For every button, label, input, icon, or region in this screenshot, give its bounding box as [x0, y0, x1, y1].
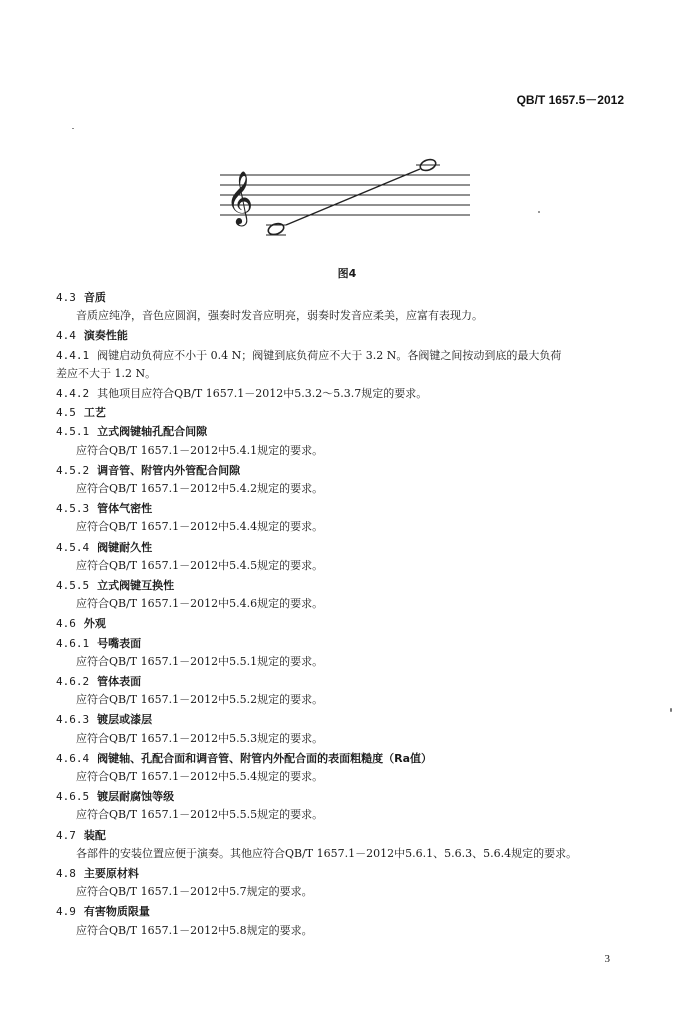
body-paragraph: 各部件的安装位置应便于演奏。其他应符合QB/T 1657.1－2012中5.6.1、5.6.3、5.6.4规定的要求。 [76, 847, 578, 860]
section-title: 号嘴表面 [97, 637, 142, 650]
section-number: 4.6.5 [56, 790, 90, 803]
section-heading [56, 636, 141, 651]
section-number: 4.4 [56, 329, 76, 342]
section-heading [56, 616, 106, 631]
svg-text:𝄞: 𝄞 [226, 170, 254, 224]
section-heading [56, 501, 152, 516]
body-paragraph: 应符合QB/T 1657.1－2012中5.5.3规定的要求。 [76, 732, 324, 745]
section-number: 4.5.1 [56, 425, 90, 438]
body-paragraph: 应符合QB/T 1657.1－2012中5.4.2规定的要求。 [76, 482, 324, 495]
body-paragraph: 差应不大于 1.2 N。 [56, 367, 157, 380]
clause-line [56, 386, 427, 401]
section-number: 4.5.3 [56, 502, 90, 515]
section-title: 音质 [83, 291, 106, 304]
section-number: 4.6.4 [56, 752, 90, 765]
clause-text: 其他项目应符合QB/T 1657.1－2012中5.3.2～5.3.7规定的要求。 [97, 387, 428, 400]
body-paragraph: 应符合QB/T 1657.1－2012中5.4.6规定的要求。 [76, 597, 324, 610]
section-title: 镀层耐腐蚀等级 [97, 790, 175, 803]
section-heading [56, 828, 106, 843]
scan-speck [538, 211, 540, 213]
body-paragraph: 应符合QB/T 1657.1－2012中5.5.5规定的要求。 [76, 808, 324, 821]
section-heading [56, 578, 174, 593]
section-title: 立式阀键轴孔配合间隙 [97, 425, 208, 438]
document-code: QB/T 1657.5－2012 [516, 93, 624, 107]
section-number: 4.6.1 [56, 637, 90, 650]
section-title: 工艺 [83, 406, 106, 419]
section-number: 4.9 [56, 905, 76, 918]
section-number: 4.5.4 [56, 541, 90, 554]
body-paragraph: 应符合QB/T 1657.1－2012中5.4.1规定的要求。 [76, 444, 324, 457]
section-heading [56, 540, 152, 555]
section-heading [56, 904, 150, 919]
clause-text: 阀键启动负荷应不小于 0.4 N；阀键到底负荷应不大于 3.2 N。各阀键之间按动到底的最大负荷 [97, 349, 562, 362]
body-paragraph: 应符合QB/T 1657.1－2012中5.5.4规定的要求。 [76, 770, 324, 783]
section-title: 管体表面 [97, 675, 142, 688]
body-paragraph: 应符合QB/T 1657.1－2012中5.5.1规定的要求。 [76, 655, 324, 668]
section-number: 4.5.5 [56, 579, 90, 592]
section-number: 4.4.1 [56, 349, 90, 362]
section-number: 4.5 [56, 406, 76, 419]
treble-staff-icon [220, 155, 470, 245]
body-paragraph: 应符合QB/T 1657.1－2012中5.7规定的要求。 [76, 885, 313, 898]
scan-speck [72, 128, 74, 129]
section-number: 4.8 [56, 867, 76, 880]
section-number: 4.4.2 [56, 387, 90, 400]
section-title: 演奏性能 [83, 329, 128, 342]
figure-caption: 图4 [337, 267, 357, 280]
scan-speck [670, 708, 672, 712]
section-heading [56, 290, 106, 305]
section-title: 阀键轴、孔配合面和调音管、附管内外配合面的表面粗糙度（Ra值） [97, 752, 433, 765]
section-number: 4.6 [56, 617, 76, 630]
section-heading [56, 328, 128, 343]
section-title: 外观 [83, 617, 106, 630]
section-title: 管体气密性 [97, 502, 153, 515]
clause-line [56, 348, 561, 363]
section-title: 立式阀键互换性 [97, 579, 175, 592]
body-paragraph: 应符合QB/T 1657.1－2012中5.4.4规定的要求。 [76, 520, 324, 533]
body-paragraph: 音质应纯净，音色应圆润，强奏时发音应明亮，弱奏时发音应柔美，应富有表现力。 [76, 309, 483, 322]
section-heading [56, 751, 432, 766]
section-heading [56, 789, 174, 804]
section-number: 4.7 [56, 829, 76, 842]
page-number: 3 [604, 953, 610, 965]
body-paragraph: 应符合QB/T 1657.1－2012中5.4.5规定的要求。 [76, 559, 324, 572]
section-number: 4.3 [56, 291, 76, 304]
section-number: 4.6.2 [56, 675, 90, 688]
section-title: 阀键耐久性 [97, 541, 153, 554]
section-title: 装配 [83, 829, 106, 842]
section-heading [56, 405, 106, 420]
section-heading [56, 463, 240, 478]
section-heading [56, 866, 139, 881]
section-heading [56, 712, 152, 727]
section-heading [56, 424, 207, 439]
section-number: 4.6.3 [56, 713, 90, 726]
section-title: 调音管、附管内外管配合间隙 [97, 464, 241, 477]
body-paragraph: 应符合QB/T 1657.1－2012中5.8规定的要求。 [76, 924, 313, 937]
body-paragraph: 应符合QB/T 1657.1－2012中5.5.2规定的要求。 [76, 693, 324, 706]
section-title: 有害物质限量 [83, 905, 150, 918]
section-heading [56, 674, 141, 689]
section-title: 主要原材料 [83, 867, 139, 880]
section-number: 4.5.2 [56, 464, 90, 477]
section-title: 镀层或漆层 [97, 713, 153, 726]
